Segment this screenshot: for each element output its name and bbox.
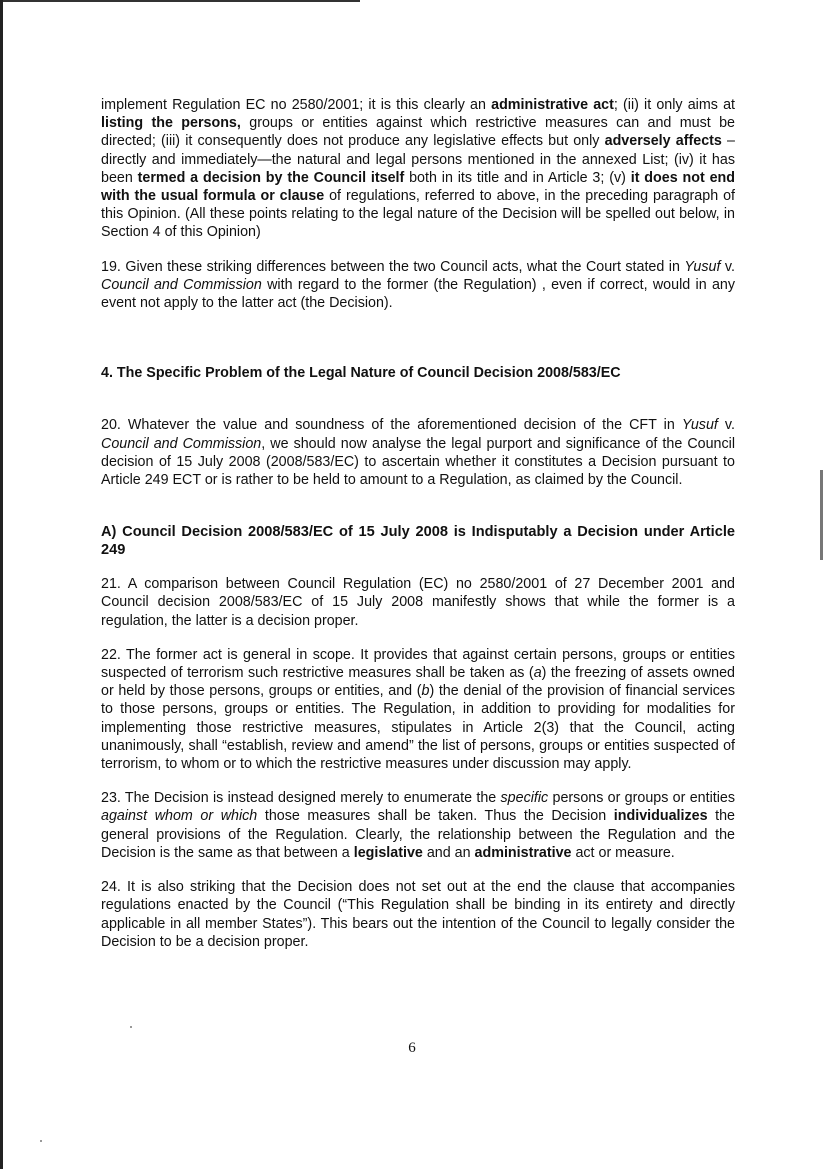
text-run: , we should now analyse the legal purport and significance of the Council decision of 15 July 2008 (2008/583/EC) to ascertain whether it constitutes a Decision pursuant to Article 249 ECT or is rather to be held to amount to a Regulation, as claimed by the Council. <box>101 435 736 489</box>
subsection-heading: A) Council Decision 2008/583/EC of 15 July 2008 is Indisputably a Decision under Article 249 <box>101 524 735 559</box>
italic-text-run: Yusuf <box>684 258 721 275</box>
text-run: 19. Given these striking differences between the two Council acts, what the Court stated in <box>101 258 685 275</box>
text-run: both in its title and in Article 3; (v) <box>404 169 631 186</box>
italic-text-run: a <box>533 665 542 682</box>
text-run: 20. Whatever the value and soundness of the aforementioned decision of the CFT in <box>101 417 682 434</box>
scan-speck <box>130 1026 132 1028</box>
bold-text-run: listing the persons, <box>101 115 241 132</box>
left-scan-edge <box>0 0 3 1169</box>
text-run: and an <box>422 844 475 861</box>
paragraph-20 <box>101 416 735 489</box>
text-run: ; (ii) it only aims at <box>613 97 736 113</box>
top-border-rule <box>0 0 360 2</box>
text-run: implement Regulation EC no 2580/2001; it is this clearly an <box>101 97 492 113</box>
italic-text-run: Council and Commission <box>101 435 262 452</box>
text-run: 21. A comparison between Council Regulation (EC) no 2580/2001 of 27 December 2001 and Council decision 2008/583/EC of 15 July 2008 manifestly shows that while the former is a regulation, the latter is a decision proper. <box>101 576 735 629</box>
text-run: 23. The Decision is instead designed merely to enumerate the <box>101 790 501 807</box>
document-body <box>101 96 735 951</box>
right-scan-edge <box>820 470 823 560</box>
paragraph-19 <box>101 258 735 313</box>
text-run: ) the denial of the provision of financial services to those persons, groups or entities. The Regulation, in addition to providing for modalities for implementing those restrictive measures, stipulates in Article 2(3) that the Council, acting unanimously, shall “establish, review and amend” the list of persons, groups or entities suspected of terrorism, to whom or to which the restrictive measures under discussion may apply. <box>101 683 735 773</box>
bold-text-run: administrative <box>474 844 572 861</box>
italic-text-run: b <box>421 683 430 700</box>
text-run: 22. The former act is general in scope. It provides that against certain persons, groups or entities suspected of terrorism such restrictive measures shall be taken as ( <box>101 646 735 682</box>
text-run: of regulations, referred to above, in the preceding paragraph of this Opinion. (All these points relating to the legal nature of the Decision will be spelled out below, in Section 4 of this Opinion) <box>101 188 735 241</box>
text-run: – directly and immediately—the natural and legal persons mentioned in the annexed List; (iv) it has been <box>101 133 735 186</box>
bold-text-run: individualizes <box>613 808 708 825</box>
paragraph-continued <box>101 96 735 242</box>
italic-text-run: Council and Commission <box>101 276 262 293</box>
paragraph-22 <box>101 646 735 773</box>
paragraph-24 <box>101 878 735 951</box>
scan-speck <box>40 1140 42 1142</box>
bold-text-run: administrative act <box>491 97 614 113</box>
text-run: groups or entities against which restrictive measures can and must be directed; (iii) it consequently does not produce any legislative effects but only <box>101 115 735 150</box>
text-run: v. <box>720 258 735 275</box>
text-run: the general provisions of the Regulation. Clearly, the relationship between the Regulation and the Decision is the same as that between a <box>101 808 735 861</box>
text-run: 24. It is also striking that the Decision does not set out at the end the clause that accompanies regulations enacted by the Council (“This Regulation shall be binding in its entirety and directly applicable in all member States”). This bears out the intention of the Council to legally consider the Decision to be a decision proper. <box>101 879 735 950</box>
section-heading: 4. The Specific Problem of the Legal Nature of Council Decision 2008/583/EC <box>101 365 621 382</box>
paragraph-21 <box>101 575 735 630</box>
text-run: act or measure. <box>571 844 675 861</box>
text-run: v. <box>717 417 735 434</box>
bold-text-run: termed a decision by the Council itself <box>137 169 405 186</box>
text-run: ) the freezing of assets owned or held by those persons, groups or entities, and ( <box>101 665 735 700</box>
italic-text-run: Yusuf <box>681 417 718 434</box>
bold-text-run: legislative <box>353 844 423 861</box>
text-run: those measures shall be taken. Thus the Decision <box>257 808 614 825</box>
page-number: 6 <box>408 1040 416 1056</box>
italic-text-run: against whom or which <box>101 808 258 825</box>
italic-text-run: specific <box>500 790 549 807</box>
bold-text-run: it does not end with the usual formula or clause <box>101 169 735 205</box>
text-run: persons or groups or entities <box>548 790 735 807</box>
paragraph-23 <box>101 789 735 862</box>
text-run: with regard to the former (the Regulation) , even if correct, would in any event not apply to the latter act (the Decision). <box>101 276 735 312</box>
bold-text-run: adversely affects <box>604 133 722 150</box>
